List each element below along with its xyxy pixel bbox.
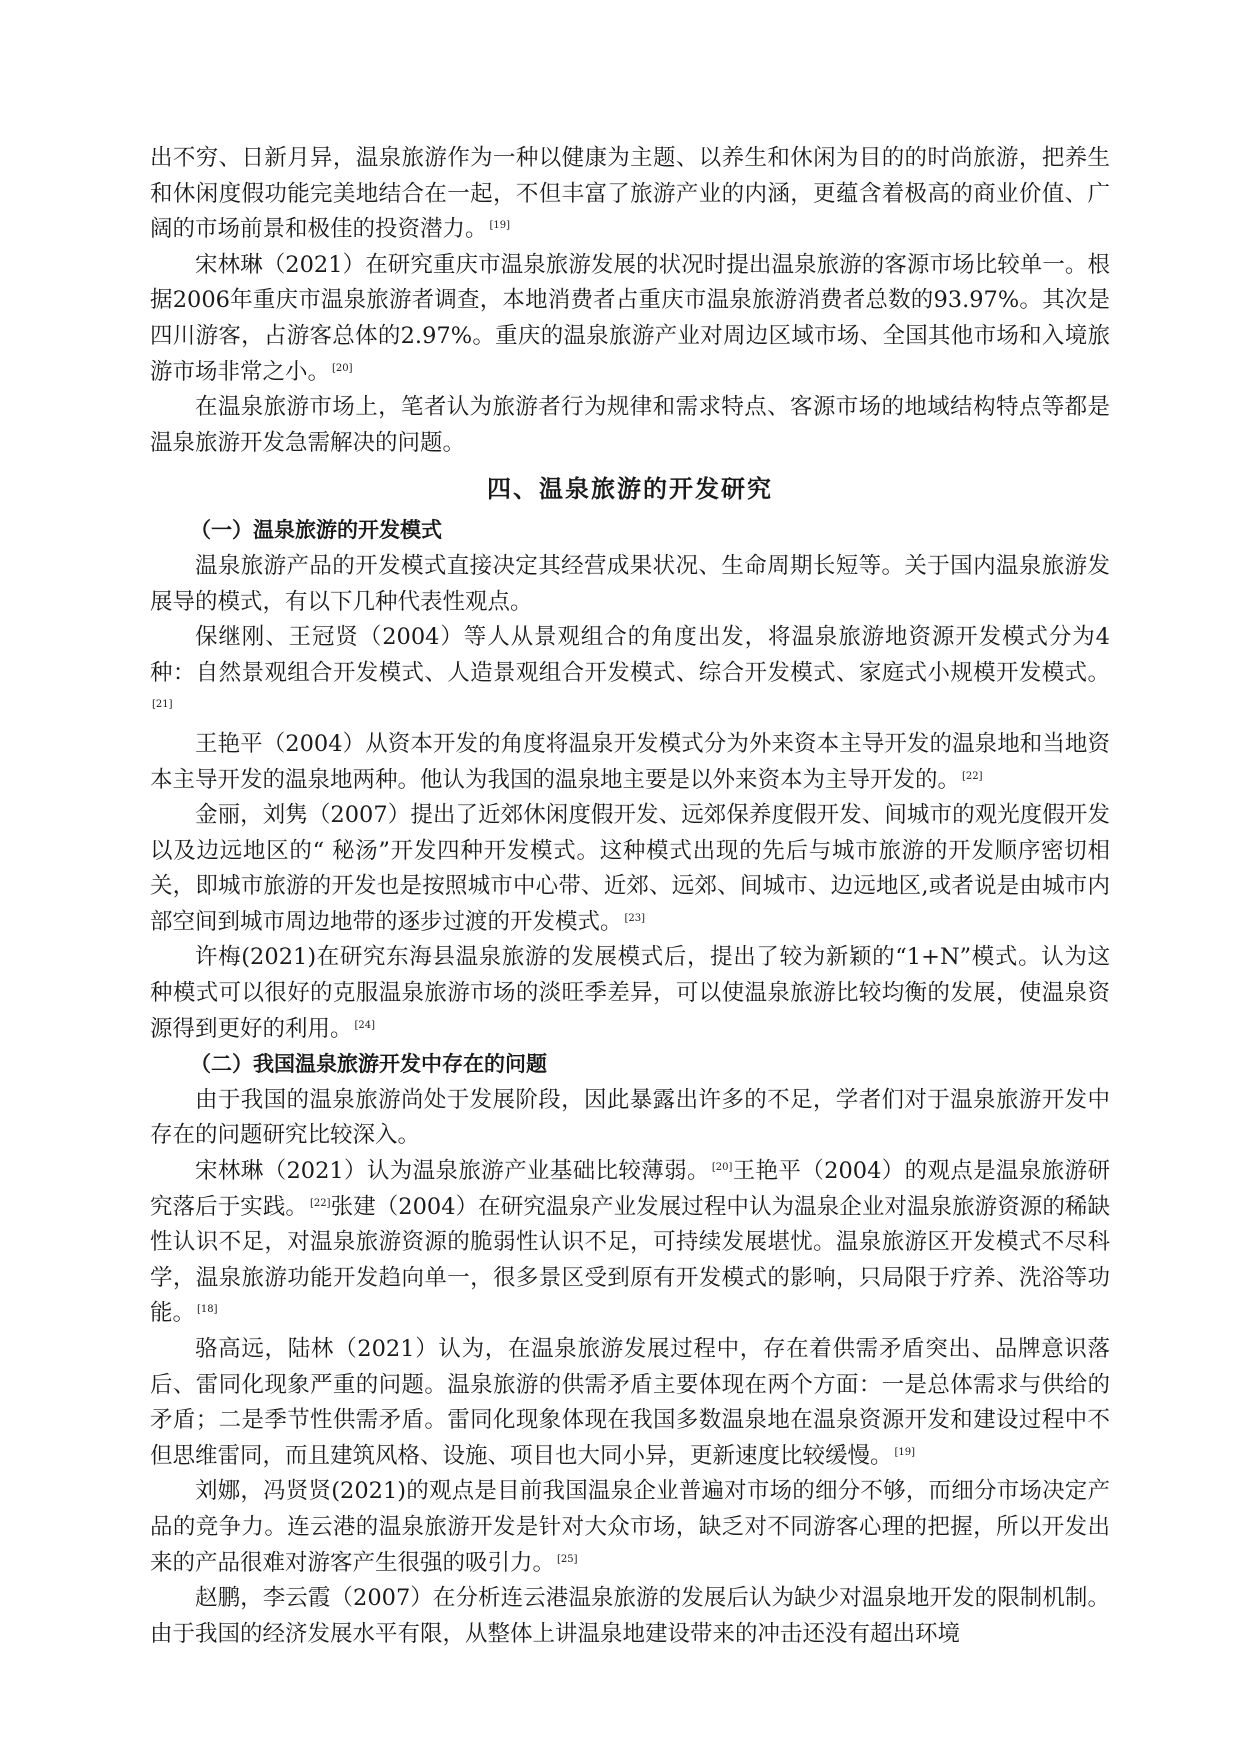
paragraph: 宋林琳（2021）认为温泉旅游产业基础比较薄弱。 [20]王艳平（2004）的观点是温泉旅游研究落后于实践。 [22]张建（2004）在研究温泉产业发展过程中认为温泉企业对温泉旅游资源的稀缺性认识不足，对温泉旅游资源的脆弱性认识不足，可持续发展堪忧。温泉旅游区开发模式不尽科学，温泉旅游功能开发趋向单一，很多景区受到原有开发模式的影响，只局限于疗养、洗浴等功能。 [18]	[150, 1158, 1110, 1327]
citation-ref: [22]	[962, 770, 983, 782]
paragraph: 王艳平（2004）从资本开发的角度将温泉开发模式分为外来资本主导开发的温泉地和当地资本主导开发的温泉地两种。他认为我国的温泉地主要是以外来资本为主导开发的。 [22]	[150, 730, 1110, 793]
paragraph: 骆高远，陆林（2021）认为，在温泉旅游发展过程中，存在着供需矛盾突出、品牌意识落后、雷同化现象严重的问题。温泉旅游的供需矛盾主要体现在两个方面：一是总体需求与供给的矛盾；二是季节性供需矛盾。雷同化现象体现在我国多数温泉地在温泉资源开发和建设过程中不但思维雷同，而且建筑风格、设施、项目也大同小异，更新速度比较缓慢。 [19]	[150, 1336, 1110, 1469]
citation-ref: [22]	[309, 1197, 331, 1209]
paragraph: 温泉旅游产品的开发模式直接决定其经营成果状况、生命周期长短等。关于国内温泉旅游发展导的模式，有以下几种代表性观点。	[150, 552, 1110, 615]
citation-ref: [23]	[624, 912, 646, 924]
citation-ref: [20]	[711, 1162, 733, 1174]
citation-ref: [21]	[152, 699, 173, 711]
paragraph: 刘娜，冯贤贤(2021)的观点是目前我国温泉企业普遍对市场的细分不够，而细分市场决定产品的竞争力。连云港的温泉旅游开发是针对大众市场，缺乏对不同游客心理的把握，所以开发出来的产品很难对游客产生很强的吸引力。 [25]	[150, 1478, 1110, 1576]
citation-ref: [19]	[489, 220, 511, 232]
section-heading: 四、温泉旅游的开发研究	[487, 474, 773, 504]
citation-ref: [20]	[332, 362, 353, 374]
citation-ref: [18]	[197, 1304, 218, 1316]
paragraph: 赵鹏，李云霞（2007）在分析连云港温泉旅游的发展后认为缺少对温泉地开发的限制机制。由于我国的经济发展水平有限，从整体上讲温泉地建设带来的冲击还没有超出环境	[150, 1585, 1110, 1647]
citation-ref: [25]	[557, 1553, 578, 1565]
paragraph: 由于我国的温泉旅游尚处于发展阶段，因此暴露出许多的不足，学者们对于温泉旅游开发中存在的问题研究比较深入。	[150, 1086, 1110, 1149]
paragraph: 金丽，刘隽（2007）提出了近郊休闲度假开发、远郊保养度假开发、间城市的观光度假开发以及边远地区的“ 秘汤”开发四种开发模式。这种模式出现的先后与城市旅游的开发顺序密切相关，即城市旅游的开发也是按照城市中心带、近郊、远郊、间城市、边远地区,或者说是由城市内部空间到城市周边地带的逐步过渡的开发模式。 [23]	[150, 802, 1110, 935]
citation-ref: [19]	[894, 1446, 916, 1458]
paragraph: 宋林琳（2021）在研究重庆市温泉旅游发展的状况时提出温泉旅游的客源市场比较单一。根据2006年重庆市温泉旅游者调查，本地消费者占重庆市温泉旅游消费者总数的93.97%。其次是四川游客，占游客总体的2.97%。重庆的温泉旅游产业对周边区域市场、全国其他市场和入境旅游市场非常之小。 [20]	[150, 251, 1110, 385]
subsection-heading: （一）温泉旅游的开发模式	[190, 518, 442, 543]
paragraph: 保继刚、王冠贤（2004）等人从景观组合的角度出发，将温泉旅游地资源开发模式分为4种：自然景观组合开发模式、人造景观组合开发模式、综合开发模式、家庭式小规模开发模式。[21]	[150, 624, 1110, 711]
paragraph: 在温泉旅游市场上，笔者认为旅游者行为规律和需求特点、客源市场的地域结构特点等都是温泉旅游开发急需解决的问题。	[150, 394, 1110, 456]
paragraph: 出不穷、日新月异，温泉旅游作为一种以健康为主题、以养生和休闲为目的的时尚旅游，把养生和休闲度假功能完美地结合在一起，不但丰富了旅游产业的内涵，更蕴含着极高的商业价值、广阔的市场前景和极佳的投资潜力。 [19]	[150, 145, 1110, 243]
citation-ref: [24]	[354, 1019, 376, 1031]
document-page	[150, 141, 1110, 1652]
paragraph: 许梅(2021)在研究东海县温泉旅游的发展模式后，提出了较为新颖的“1+N”模式。认为这种模式可以很好的克服温泉旅游市场的淡旺季差异，可以使温泉旅游比较均衡的发展，使温泉资源得到更好的利用。 [24]	[150, 944, 1110, 1042]
subsection-heading: （二）我国温泉旅游开发中存在的问题	[190, 1052, 547, 1077]
